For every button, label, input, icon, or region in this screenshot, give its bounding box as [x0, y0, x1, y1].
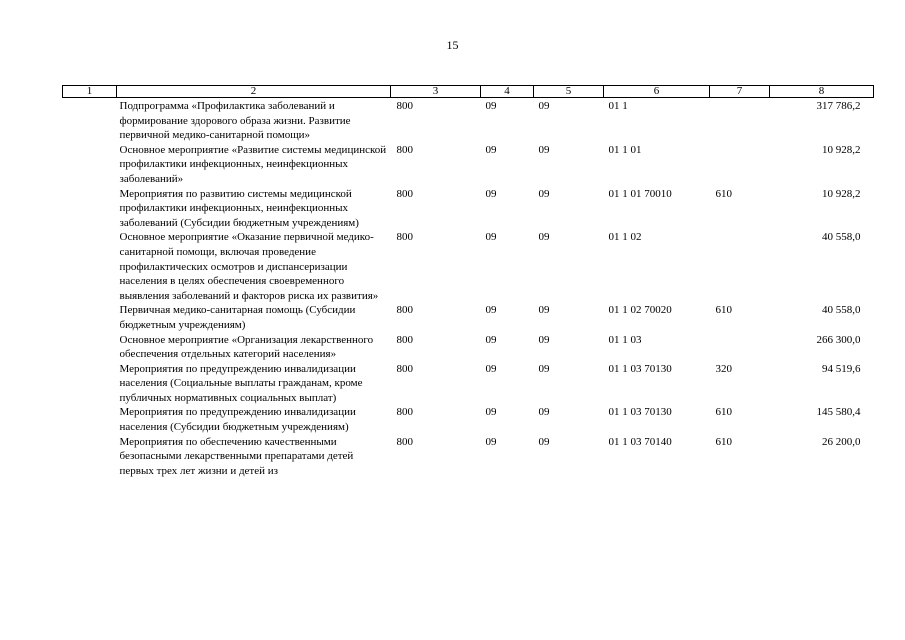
row-ministry-code: 800 [396, 362, 413, 375]
row-ministry-code: 800 [396, 435, 413, 448]
row-ministry-code: 800 [396, 333, 413, 346]
row-amount: 40 558,0 [822, 231, 861, 244]
header-col-5: 5 [534, 86, 604, 98]
table-row [63, 98, 874, 143]
row-subsection-code: 09 [538, 333, 550, 346]
row-target-article: 01 1 [608, 100, 628, 112]
row-amount: 317 786,2 [816, 100, 861, 112]
row-name: Мероприятия по развитию системы медицинской профилактики инфекционных, неинфекционных заболеваний (Субсидии бюджетным учреждениям) [119, 187, 359, 229]
page-number: 15 [446, 38, 459, 52]
row-name: Первичная медико-санитарная помощь (Субсидии бюджетным учреждениям) [119, 304, 356, 331]
header-col-4: 4 [481, 86, 534, 98]
row-name: Основное мероприятие «Оказание первичной медико-санитарной помощи, включая проведение профилактических осмотров и диспансеризации населения в целях обеспечения своевременного выявления заболеваний и факторов риска их развития» [119, 231, 379, 302]
row-expense-type: 610 [715, 406, 732, 419]
row-section-code: 09 [485, 304, 497, 317]
row-expense-type: 610 [715, 304, 732, 317]
table-row [63, 230, 874, 303]
row-target-article: 01 1 03 [608, 333, 642, 346]
row-subsection-code: 09 [538, 435, 550, 448]
header-col-2: 2 [117, 86, 391, 98]
row-ministry-code: 800 [396, 100, 413, 112]
row-expense-type [710, 333, 770, 362]
row-section-code: 09 [485, 406, 497, 419]
row-amount: 10 928,2 [822, 143, 861, 156]
row-amount: 266 300,0 [816, 333, 861, 346]
row-target-article: 01 1 01 70010 [608, 187, 672, 200]
row-subsection-code: 09 [538, 100, 550, 112]
row-expense-type [710, 98, 770, 143]
row-ministry-code: 800 [396, 231, 413, 244]
row-section-code: 09 [485, 143, 497, 156]
row-section-code: 09 [485, 435, 497, 448]
row-name: Мероприятия по предупреждению инвалидизации населения (Субсидии бюджетным учреждениям) [119, 406, 356, 434]
row-name: Основное мероприятие «Развитие системы медицинской профилактики инфекционных, неинфекционных заболеваний» [119, 143, 387, 185]
header-col-7: 7 [710, 86, 770, 98]
row-expense-type: 320 [715, 362, 732, 375]
header-col-8: 8 [770, 86, 874, 98]
row-name: Мероприятия по предупреждению инвалидизации населения (Социальные выплаты гражданам, кроме публичных нормативных социальных выплат) [119, 362, 363, 404]
row-name: Мероприятия по обеспечению качественными безопасными лекарственными препаратами детей первых трех лет жизни и детей из [119, 435, 354, 477]
header-row [63, 86, 874, 98]
row-target-article: 01 1 03 70140 [608, 435, 672, 448]
row-ministry-code: 800 [396, 406, 413, 419]
row-subsection-code: 09 [538, 406, 550, 419]
row-expense-type [710, 143, 770, 187]
row-amount: 94 519,6 [822, 362, 861, 375]
table-row [63, 405, 874, 434]
row-name: Подпрограмма «Профилактика заболеваний и формирование здорового образа жизни. Развитие первичной медико-санитарной помощи» [119, 100, 351, 142]
row-subsection-code: 09 [538, 304, 550, 317]
row-expense-type: 610 [715, 187, 732, 200]
row-subsection-code: 09 [538, 143, 550, 156]
row-section-code: 09 [485, 231, 497, 244]
row-ministry-code: 800 [396, 143, 413, 156]
table-row [63, 187, 874, 231]
row-subsection-code: 09 [538, 187, 550, 200]
row-target-article: 01 1 03 70130 [608, 362, 672, 375]
row-expense-type [710, 230, 770, 303]
row-amount: 10 928,2 [822, 187, 861, 200]
row-section-code: 09 [485, 100, 497, 112]
row-amount: 26 200,0 [822, 435, 861, 448]
row-ministry-code: 800 [396, 187, 413, 200]
row-section-code: 09 [485, 362, 497, 375]
table-row [63, 143, 874, 187]
row-subsection-code: 09 [538, 362, 550, 375]
row-target-article: 01 1 01 [608, 143, 642, 156]
row-section-code: 09 [485, 333, 497, 346]
row-expense-type: 610 [715, 435, 732, 448]
row-subsection-code: 09 [538, 231, 550, 244]
row-ministry-code: 800 [396, 304, 413, 317]
table-row [63, 333, 874, 362]
row-target-article: 01 1 02 [608, 231, 642, 244]
row-target-article: 01 1 03 70130 [608, 406, 672, 419]
header-col-6: 6 [604, 86, 710, 98]
header-col-3: 3 [391, 86, 481, 98]
table-row [63, 435, 874, 479]
budget-table [62, 85, 874, 478]
header-col-1: 1 [63, 86, 117, 98]
row-amount: 145 580,4 [816, 406, 861, 419]
row-target-article: 01 1 02 70020 [608, 304, 672, 317]
row-section-code: 09 [485, 187, 497, 200]
row-amount: 40 558,0 [822, 304, 861, 317]
row-name: Основное мероприятие «Организация лекарственного обеспечения отдельных категорий населения» [119, 333, 374, 361]
table-row [63, 362, 874, 406]
table-row [63, 303, 874, 332]
